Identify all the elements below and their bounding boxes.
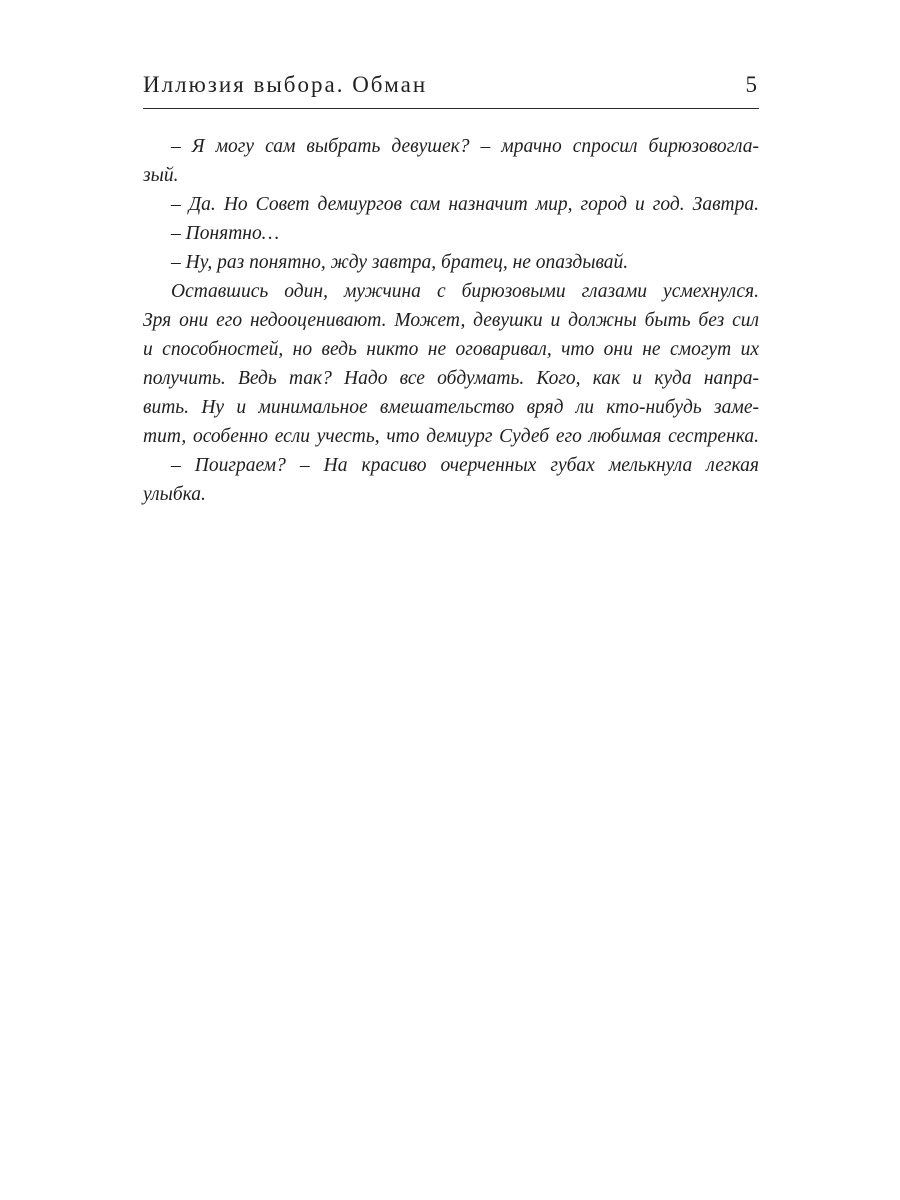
body-text: [143, 132, 759, 509]
text-line: Зря они его недооценивают. Может, девушки и должны быть без сил: [143, 310, 759, 331]
text-line: улыбка.: [143, 484, 206, 505]
running-header: [143, 68, 759, 109]
text-line: – Понятно…: [171, 223, 280, 244]
text-line: – Поиграем? – На красиво очерченных губах мелькнула легкая: [171, 455, 759, 476]
page-number: 5: [745, 72, 757, 97]
text-line: получить. Ведь так? Надо все обдумать. Кого, как и куда напра-: [143, 368, 759, 389]
text-line: – Я могу сам выбрать девушек? – мрачно спросил бирюзовогла-: [171, 136, 759, 157]
running-title: Иллюзия выбора. Обман: [143, 72, 428, 97]
text-line: – Ну, раз понятно, жду завтра, братец, не опаздывай.: [171, 252, 629, 273]
text-line: и способностей, но ведь никто не оговаривал, что они не смогут их: [143, 339, 759, 360]
text-line: Оставшись один, мужчина с бирюзовыми глазами усмехнулся.: [171, 281, 759, 302]
text-line: – Да. Но Совет демиургов сам назначит мир, город и год. Завтра.: [171, 194, 759, 215]
text-line: вить. Ну и минимальное вмешательство вряд ли кто-нибудь заме-: [143, 397, 759, 418]
text-line: зый.: [143, 165, 179, 186]
text-line: тит, особенно если учесть, что демиург Судеб его любимая сестренка.: [143, 426, 759, 447]
